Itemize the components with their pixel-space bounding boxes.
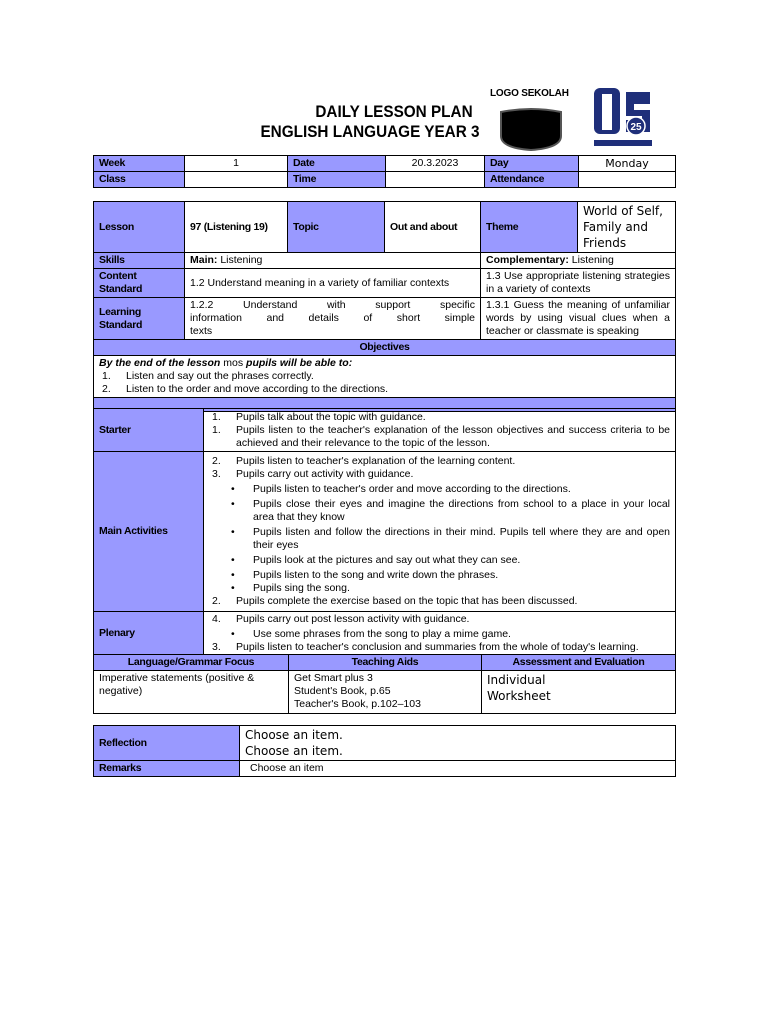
remarks-value[interactable]: Choose an item [240,761,676,777]
time-label: Time [288,172,386,188]
main-activities-content[interactable] [204,452,676,612]
lesson-table [93,201,676,412]
teaching-aids-value[interactable] [289,671,482,714]
objective-item [99,383,670,396]
reflection-label: Reflection [94,726,240,761]
reflection-choose-item[interactable]: Choose an item. [245,728,343,742]
logo-label: LOGO SEKOLAH [490,88,569,99]
starter-number: 1. [212,423,221,436]
objective-number: 2. [102,383,111,395]
plenary-bullet-text: Use some phrases from the song to play a mime game. [253,628,511,640]
plenary-label: Plenary [94,612,204,656]
week-value[interactable]: 1 [185,156,288,172]
skills-main-label: Main: [190,254,218,266]
main-bullet: • Pupils listen to teacher's order and move according to the directions. [231,483,571,495]
objective-text: Listen and say out the phrases correctly. [126,370,314,382]
plenary-text: Pupils listen to teacher's conclusion and summaries from the whole of today's learning. [236,641,639,653]
main-bullet-text: Pupils look at the pictures and say out what they can see. [253,554,521,566]
main-bullet: • Pupils listen and follow the directions in their mind. Pupils tell where they are and open their eyes [231,526,670,551]
main-bullet-text: Pupils sing the song. [253,582,350,594]
plenary-text: Pupils carry out post lesson activity with guidance. [236,613,470,625]
main-text: Pupils carry out activity with guidance. [236,468,414,480]
skills-main [185,253,481,269]
main-bullet: • Pupils listen to the song and write down the phrases. [231,569,499,581]
skills-comp-value[interactable]: Listening [571,254,614,266]
objectives-header: Objectives [94,340,676,356]
main-bullet-text: Pupils listen to teacher's order and move according to the directions. [253,483,571,495]
focus-table [93,654,676,714]
objectives-body[interactable] [94,356,676,398]
main-item [209,455,670,468]
learning-standard-main-text: 1.2.2 Understand with support specific information and details of short simple texts [190,299,475,337]
theme-label: Theme [481,202,578,253]
lesson-label: Lesson [94,202,185,253]
remarks-label: Remarks [94,761,240,777]
objectives-intro-a: By the end of the lesson [99,357,221,369]
plenary-content[interactable] [204,612,676,656]
main-bullet: • Pupils look at the pictures and say out what they can see. [231,554,521,566]
content-standard-comp[interactable]: 1.3 Use appropriate listening strategies in a variety of contexts [481,269,676,298]
learning-standard-comp[interactable]: 1.3.1 Guess the meaning of unfamiliar words by using visual clues when a teacher or classmate is speaking [481,298,676,340]
learning-standard-label: Learning Standard [94,298,185,340]
starter-content[interactable] [204,409,676,452]
day-label: Day [485,156,579,172]
main-text: Pupils complete the exercise based on the topic that has been discussed. [236,595,578,607]
plenary-item [209,613,670,626]
ministry-logo-number: 25 [630,122,642,133]
main-bullet-text: Pupils listen and follow the directions in their mind. Pupils tell where they are and open their eyes [253,526,670,551]
skills-label: Skills [94,253,185,269]
learning-standard-main[interactable] [185,298,481,340]
starter-item [209,411,670,424]
objectives-intro [99,357,670,370]
objective-item [99,370,670,383]
skills-main-value[interactable]: Listening [220,254,263,266]
topic-label: Topic [288,202,385,253]
grammar-focus-header: Language/Grammar Focus [94,655,289,671]
activities-table [93,408,676,656]
teaching-aid-item: Student's Book, p.65 [294,685,391,697]
ministry-logo-icon [592,86,654,148]
starter-text: Pupils talk about the topic with guidance. [236,410,426,423]
time-value[interactable] [386,172,485,188]
skills-comp-label: Complementary: [486,254,569,266]
page-subtitle: ENGLISH LANGUAGE YEAR 3 [260,122,480,141]
main-text: Pupils listen to teacher's explanation of the learning content. [236,455,516,467]
week-label: Week [94,156,185,172]
day-value[interactable]: Monday [579,156,676,172]
attendance-label: Attendance [485,172,579,188]
class-label: Class [94,172,185,188]
theme-value[interactable]: World of Self, Family and Friends [578,202,676,253]
date-value[interactable]: 20.3.2023 [386,156,485,172]
reflection-table [93,725,676,777]
objectives-intro-b: mos [220,357,247,369]
skills-complementary [481,253,676,269]
topic-value[interactable]: Out and about [385,202,481,253]
main-bullet-text: Pupils close their eyes and imagine the directions from school to a place in your local area that they know [253,498,670,523]
main-number: 2. [212,455,221,467]
teaching-aids-header: Teaching Aids [289,655,482,671]
plenary-item [209,641,670,654]
main-item [209,468,670,481]
assessment-header: Assessment and Evaluation [482,655,676,671]
main-number: 3. [212,468,221,480]
starter-number: 1. [212,410,221,423]
main-bullet-text: Pupils listen to the song and write down the phrases. [253,569,499,581]
main-bullet: • Pupils sing the song. [231,582,350,594]
school-logo-shield-icon [497,108,565,152]
lesson-value[interactable]: 97 (Listening 19) [185,202,288,253]
teaching-aid-item: Teacher's Book, p.102–103 [294,698,421,710]
info-table [93,155,676,188]
main-bullet: • Pupils close their eyes and imagine the directions from school to a place in your local area that they know [231,498,670,523]
starter-text: Pupils listen to the teacher's explanation of the lesson objectives and success criteria to be achieved and their relevance to the topic of the lesson. [236,423,670,449]
class-value[interactable] [185,172,288,188]
teaching-aid-item: Get Smart plus 3 [294,672,373,684]
grammar-focus-value[interactable]: Imperative statements (positive & negative) [94,671,289,714]
plenary-bullet: • Use some phrases from the song to play a mime game. [231,628,511,640]
attendance-value[interactable] [579,172,676,188]
starter-item [209,424,670,450]
objectives-intro-c: pupils will be able to: [246,357,353,369]
objective-text: Listen to the order and move according to the directions. [126,383,389,395]
plenary-number: 3. [212,641,221,653]
plenary-number: 4. [212,613,221,625]
objective-number: 1. [102,370,111,382]
date-label: Date [288,156,386,172]
main-item [209,595,670,608]
content-standard-label: Content Standard [94,269,185,298]
main-activities-label: Main Activities [94,452,204,612]
content-standard-main[interactable]: 1.2 Understand meaning in a variety of familiar contexts [185,269,481,298]
starter-label: Starter [94,409,204,452]
page-title: DAILY LESSON PLAN [315,102,473,121]
reflection-choose-item[interactable]: Choose an item. [245,744,343,758]
reflection-value[interactable] [240,726,676,761]
main-number: 2. [212,595,221,607]
assessment-value[interactable]: Individual Worksheet [482,671,676,714]
